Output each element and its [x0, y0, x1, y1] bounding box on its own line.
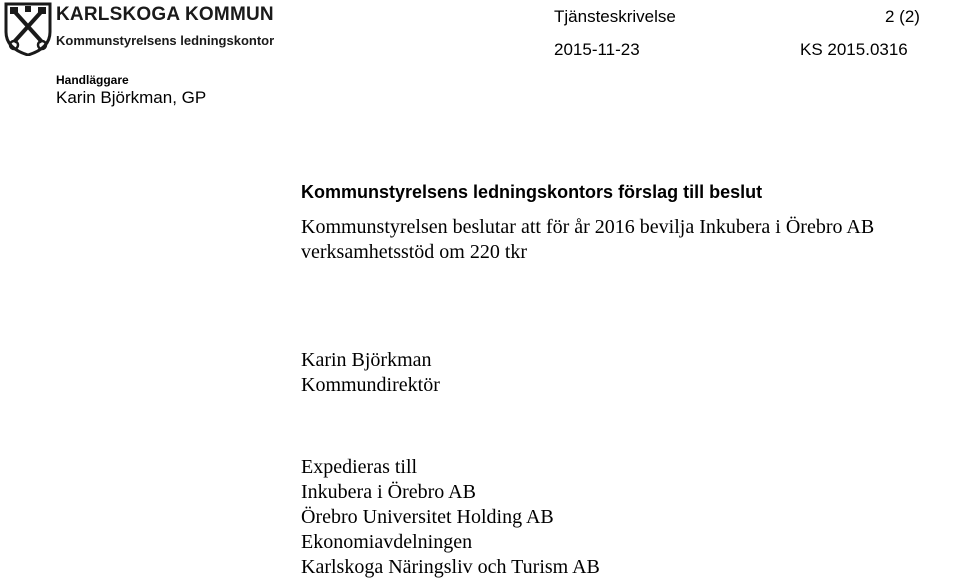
- document-type: Tjänsteskrivelse: [554, 7, 676, 26]
- proposal-text: [301, 215, 874, 265]
- municipal-crest-icon: [2, 2, 54, 56]
- proposal-line: Kommunstyrelsen beslutar att för år 2016 bevilja Inkubera i Örebro AB: [301, 216, 875, 238]
- proposal-heading: Kommunstyrelsens ledningskontors förslag till beslut: [301, 182, 763, 202]
- handler-label: Handläggare: [56, 73, 129, 87]
- signatory-name: Karin Björkman: [301, 349, 432, 371]
- list-item: Karlskoga Näringsliv och Turism AB: [301, 556, 600, 578]
- proposal-line: verksamhetsstöd om 220 tkr: [301, 241, 528, 263]
- organization-name: KARLSKOGA KOMMUN: [56, 4, 274, 25]
- distribution-label: Expedieras till: [301, 456, 418, 478]
- signatory-title: Kommundirektör: [301, 374, 440, 396]
- list-item: Inkubera i Örebro AB: [301, 481, 476, 503]
- list-item: Örebro Universitet Holding AB: [301, 506, 554, 528]
- list-item: Ekonomiavdelningen: [301, 531, 473, 553]
- case-number: KS 2015.0316: [800, 40, 908, 59]
- page-number: 2 (2): [885, 7, 920, 26]
- distribution-list: [301, 455, 600, 580]
- document-date: 2015-11-23: [554, 40, 640, 59]
- organization-unit: Kommunstyrelsens ledningskontor: [56, 33, 275, 48]
- signature-block: [301, 348, 440, 398]
- handler-name: Karin Björkman, GP: [56, 88, 207, 107]
